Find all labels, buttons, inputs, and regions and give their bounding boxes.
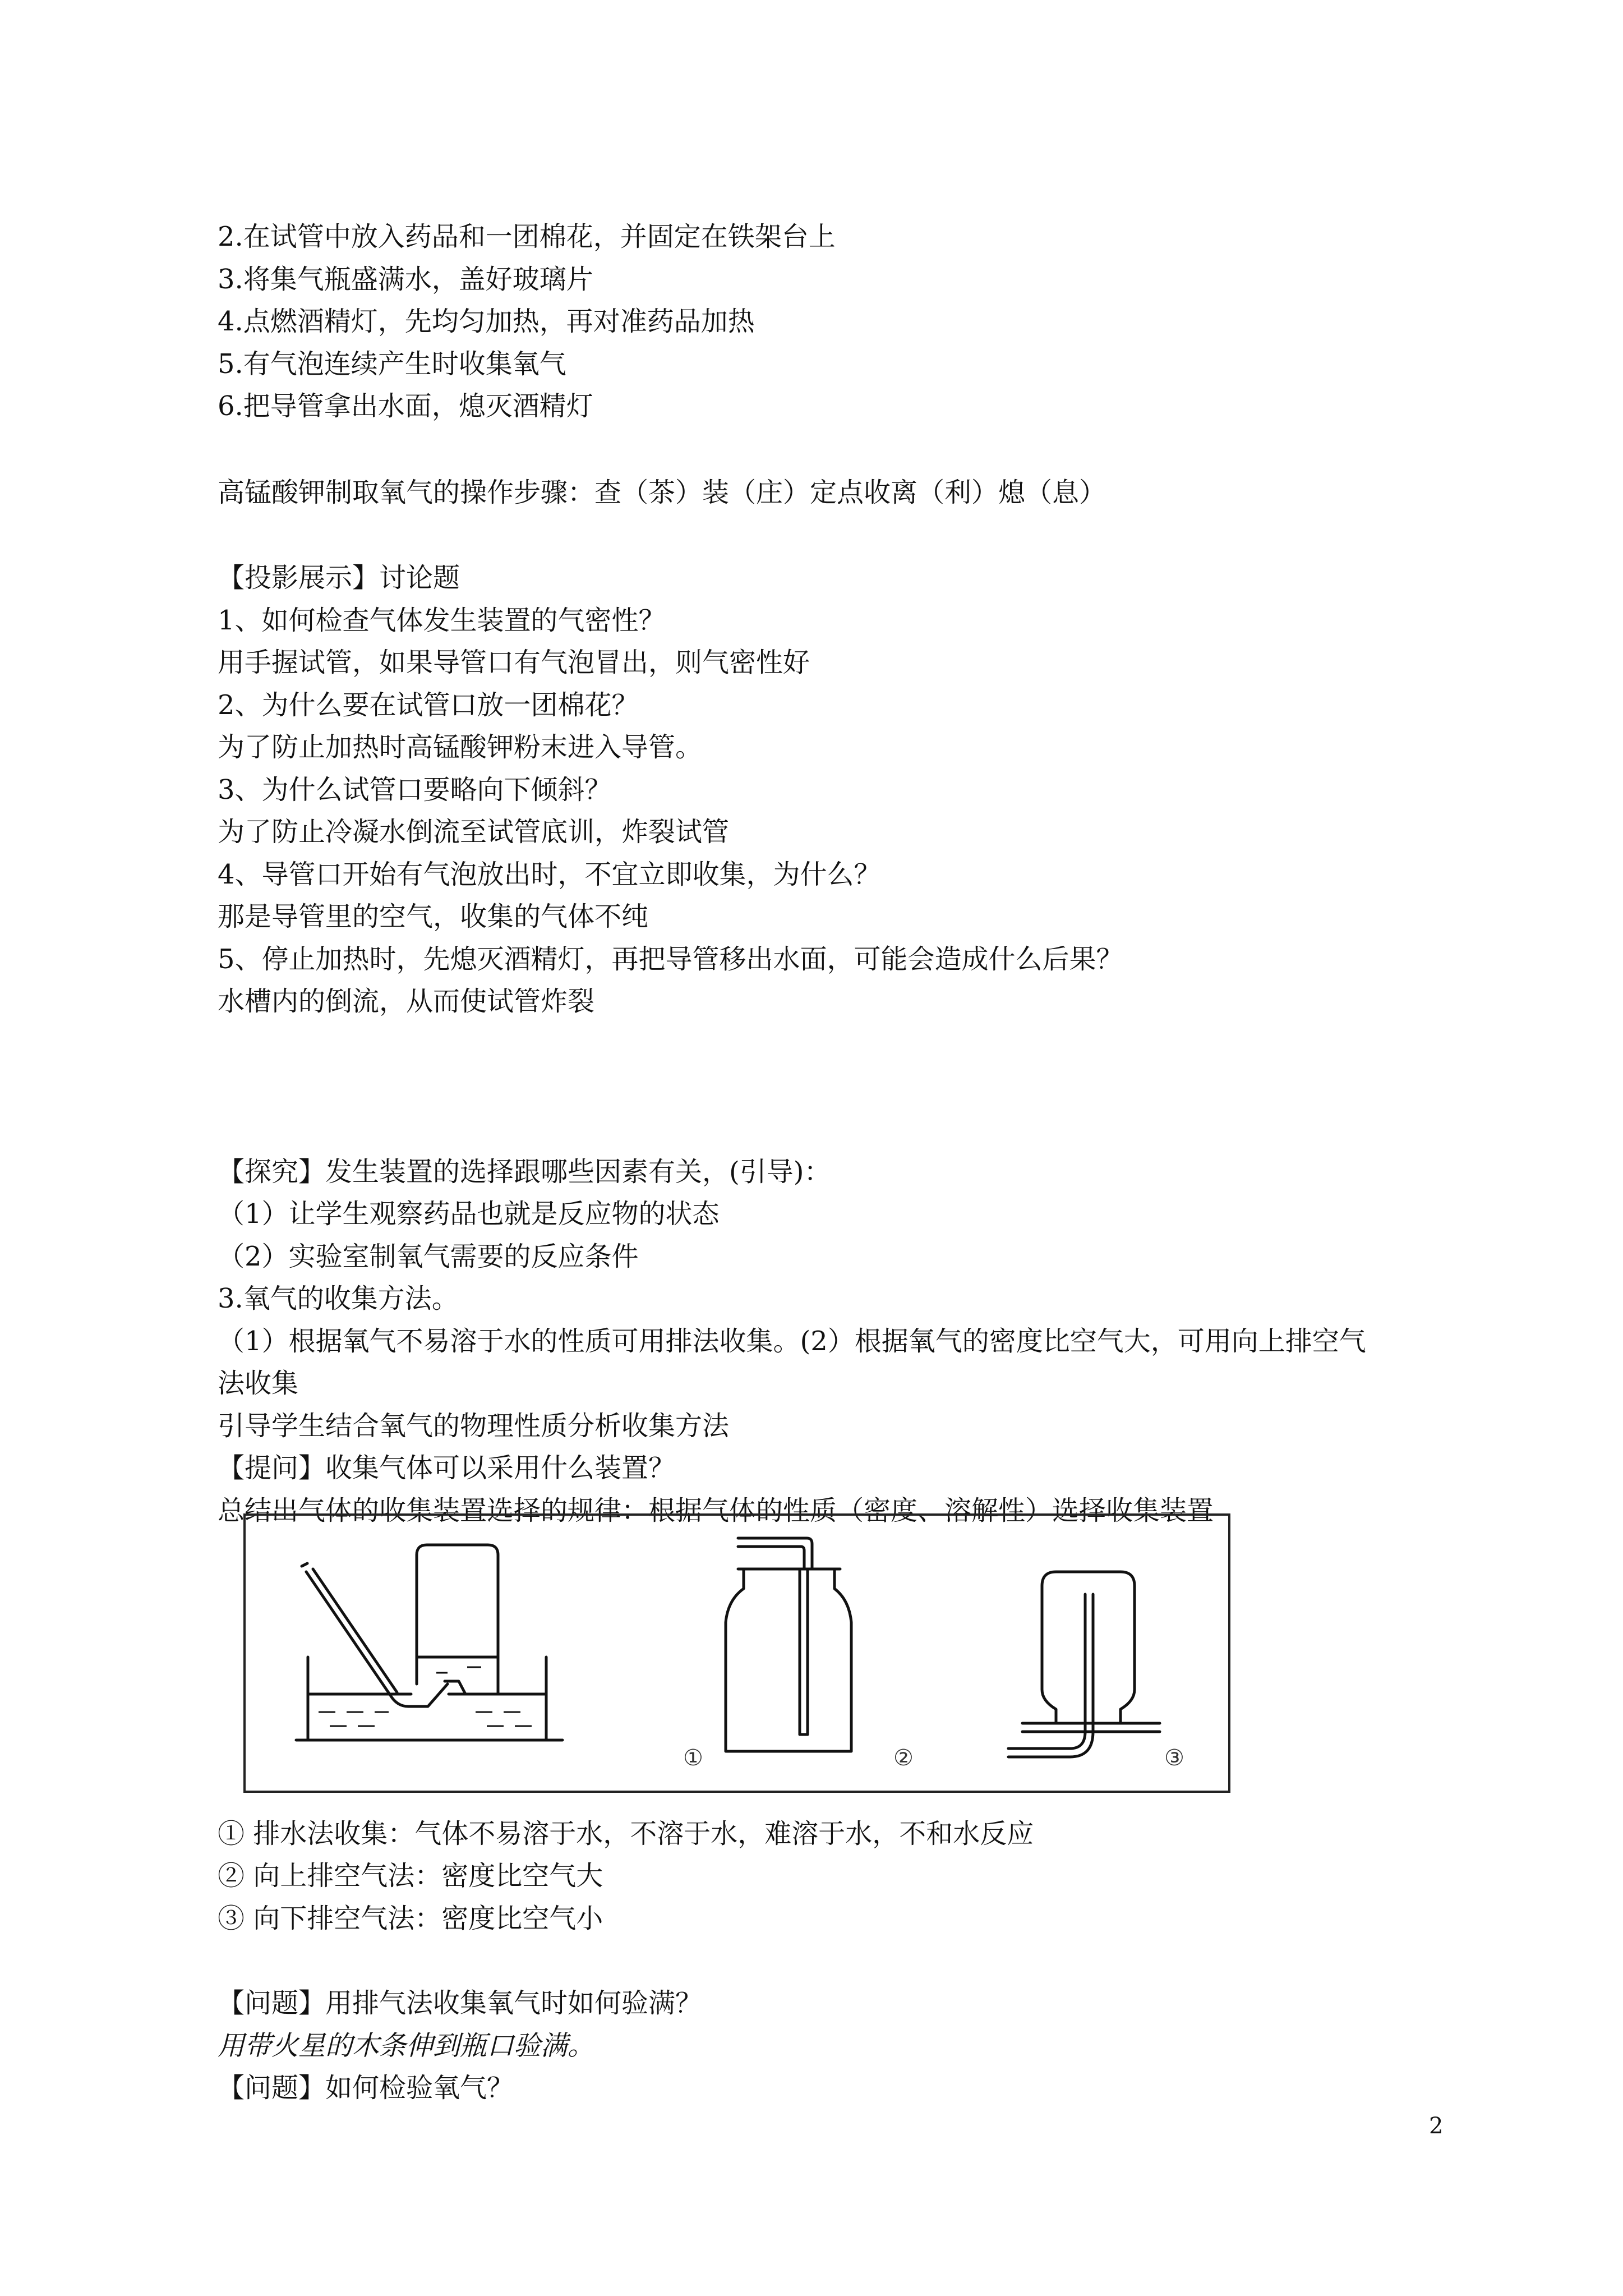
answer-5: 水槽内的倒流，从而使试管炸裂 [218, 986, 595, 1017]
question-2: 2、为什么要在试管口放一团棉花？ [218, 689, 639, 721]
answer-full-check: 用带火星的木条伸到瓶口验满。 [218, 2030, 595, 2062]
figure-label-1: ① [683, 1745, 703, 1771]
water-displacement-apparatus [296, 1545, 562, 1740]
beehive-shelf [445, 1681, 492, 1694]
text-line-step-3: 3.将集气瓶盛满水，盖好玻璃片 [218, 264, 593, 295]
upward-air-displacement-apparatus [726, 1538, 851, 1751]
answer-1: 用手握试管，如果导管口有气泡冒出，则气密性好 [218, 647, 810, 678]
delivery-tube-inner [313, 1569, 397, 1692]
text-line-step-5: 5.有气泡连续产生时收集氧气 [218, 348, 566, 380]
collection-method-heading: 3.氧气的收集方法。 [218, 1283, 459, 1314]
tube-top [302, 1563, 307, 1566]
answer-2: 为了防止加热时高锰酸钾粉末进入导管。 [218, 731, 703, 763]
collection-bottle-3-inverted [1042, 1572, 1135, 1723]
question-3: 3、为什么试管口要略向下倾斜？ [218, 774, 612, 806]
method-1-description: ① 排水法收集：气体不易溶于水，不溶于水，难溶于水，不和水反应 [218, 1818, 1034, 1849]
collection-method-text-cont: 法收集 [218, 1368, 299, 1399]
collection-apparatus-figure [243, 1513, 1230, 1793]
answer-3: 为了防止冷凝水倒流至试管底训，炸裂试管 [218, 816, 730, 848]
text-line-step-6: 6.把导管拿出水面，熄灭酒精灯 [218, 390, 593, 422]
water-dashes [319, 1667, 532, 1726]
section-heading-projection: 【投影展示】讨论题 [218, 562, 460, 593]
text-line-mnemonic: 高锰酸钾制取氧气的操作步骤：查（茶）装（庄）定点收离（利）熄（息） [218, 477, 1106, 508]
collection-method-text: （1）根据氧气不易溶于水的性质可用排法收集。(2）根据氧气的密度比空气大，可用向上排空气 [218, 1326, 1366, 1357]
gas-jar-inverted [417, 1545, 498, 1694]
method-3-description: ③ 向下排空气法：密度比空气小 [218, 1903, 603, 1934]
page-number: 2 [1429, 2113, 1444, 2139]
figure-label-2: ② [893, 1745, 914, 1771]
section-heading-explore: 【探究】发生装置的选择跟哪些因素有关，(引导)： [218, 1156, 831, 1188]
collection-bottle-2 [726, 1569, 851, 1751]
gas-inlet-tube [738, 1538, 812, 1569]
problem-heading-test-oxygen: 【问题】如何检验氧气？ [218, 2072, 514, 2104]
guide-text: 引导学生结合氧气的物理性质分析收集方法 [218, 1410, 730, 1442]
figure-label-3: ③ [1164, 1745, 1184, 1771]
gas-outlet-tube [1008, 1732, 1085, 1749]
text-line-step-4: 4.点燃酒精灯，先均匀加热，再对准药品加热 [218, 306, 755, 337]
method-2-description: ② 向上排空气法：密度比空气大 [218, 1860, 603, 1892]
apparatus-drawing [246, 1516, 1228, 1791]
answer-4: 那是导管里的空气，收集的气体不纯 [218, 901, 649, 932]
water-trough [308, 1657, 546, 1740]
summary-text: 总结出气体的收集装置选择的规律：根据气体的性质（密度、溶解性）选择收集装置 [218, 1495, 1214, 1526]
question-1: 1、如何检查气体发生装置的气密性？ [218, 605, 666, 636]
explore-point-2: （2）实验室制氧气需要的反应条件 [218, 1241, 639, 1272]
gas-inlet-tube-inner [738, 1547, 804, 1569]
question-4: 4、导管口开始有气泡放出时，不宜立即收集，为什么？ [218, 859, 881, 890]
problem-heading-full-check: 【问题】用排气法收集氧气时如何验满？ [218, 1987, 703, 2019]
question-5: 5、停止加热时，先熄灭酒精灯，再把导管移出水面，可能会造成什么后果？ [218, 944, 1123, 975]
text-line-step-2: 2.在试管中放入药品和一团棉花，并固定在铁架台上 [218, 221, 836, 252]
downward-air-displacement-apparatus [1008, 1572, 1160, 1757]
explore-point-1: （1）让学生观察药品也就是反应物的状态 [218, 1198, 720, 1230]
section-heading-question: 【提问】收集气体可以采用什么装置？ [218, 1452, 676, 1484]
